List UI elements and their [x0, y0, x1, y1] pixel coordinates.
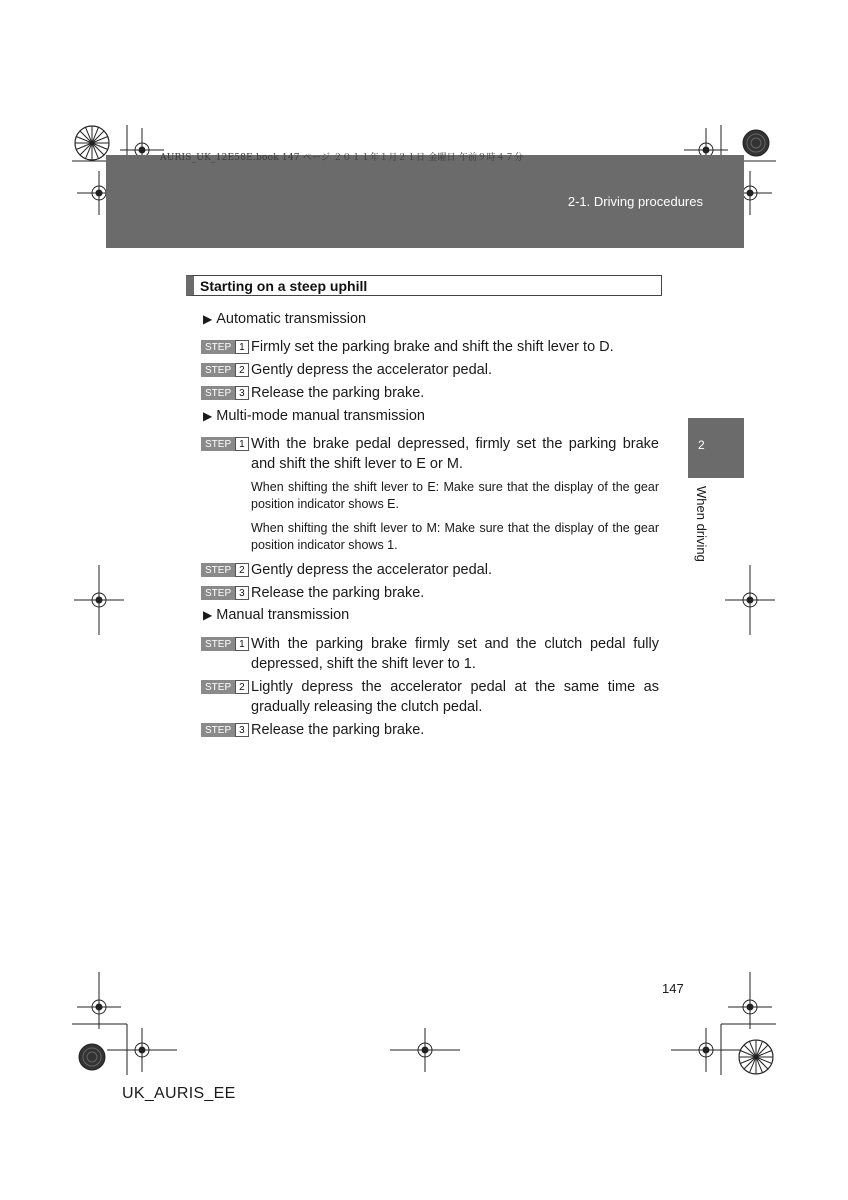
- section-heading-text: Starting on a steep uphill: [200, 278, 368, 294]
- step-badge: STEP 1: [201, 437, 249, 451]
- step-badge: STEP 1: [201, 637, 249, 651]
- step-badge: STEP 3: [201, 586, 249, 600]
- step-text: With the parking brake firmly set and the clutch pedal fully depressed, shift the shift lever to 1.: [251, 636, 659, 672]
- page-number: 147: [662, 981, 684, 996]
- step-badge: STEP 1: [201, 340, 249, 354]
- step-badge: STEP 2: [201, 563, 249, 577]
- section-heading: [186, 275, 662, 296]
- note-text: When shifting the shift lever to M: Make sure that the display of the gear position indicator shows 1.: [251, 521, 659, 552]
- chapter-number: 2: [698, 438, 705, 452]
- print-info: AURIS_UK_12E58E.book 147 ページ ２０１１年１月２１日 金曜日 午前９時４７分: [160, 153, 524, 163]
- multimode-transmission-title: ▶ Multi-mode manual transmission: [203, 408, 425, 424]
- step-badge: STEP 3: [201, 723, 249, 737]
- triangle-bullet-icon: ▶: [203, 312, 213, 326]
- note-text: When shifting the shift lever to E: Make sure that the display of the gear position indicator shows E.: [251, 480, 659, 511]
- step-text: Release the parking brake.: [251, 585, 425, 601]
- step-text: Lightly depress the accelerator pedal at the same time as gradually releasing the clutch pedal.: [251, 679, 659, 715]
- step-text: With the brake pedal depressed, firmly set the parking brake and shift the shift lever to E or M.: [251, 436, 659, 472]
- manual-transmission-title: ▶ Manual transmission: [203, 607, 350, 623]
- triangle-bullet-icon: ▶: [203, 608, 213, 622]
- triangle-bullet-icon: ▶: [203, 409, 213, 423]
- step-text: Release the parking brake.: [251, 385, 425, 401]
- step-text: Release the parking brake.: [251, 722, 425, 738]
- footer-code: UK_AURIS_EE: [122, 1085, 236, 1102]
- automatic-transmission-title: ▶ Automatic transmission: [203, 311, 367, 327]
- step-badge: STEP 2: [201, 363, 249, 377]
- step-text: Gently depress the accelerator pedal.: [251, 562, 492, 578]
- step-badge: STEP 2: [201, 680, 249, 694]
- section-title: 2-1. Driving procedures: [567, 194, 703, 209]
- step-text: Gently depress the accelerator pedal.: [251, 362, 492, 378]
- step-badge: STEP 3: [201, 386, 249, 400]
- chapter-tab: [688, 418, 744, 478]
- chapter-label: When driving: [694, 486, 709, 562]
- step-text: Firmly set the parking brake and shift the shift lever to D.: [251, 339, 614, 355]
